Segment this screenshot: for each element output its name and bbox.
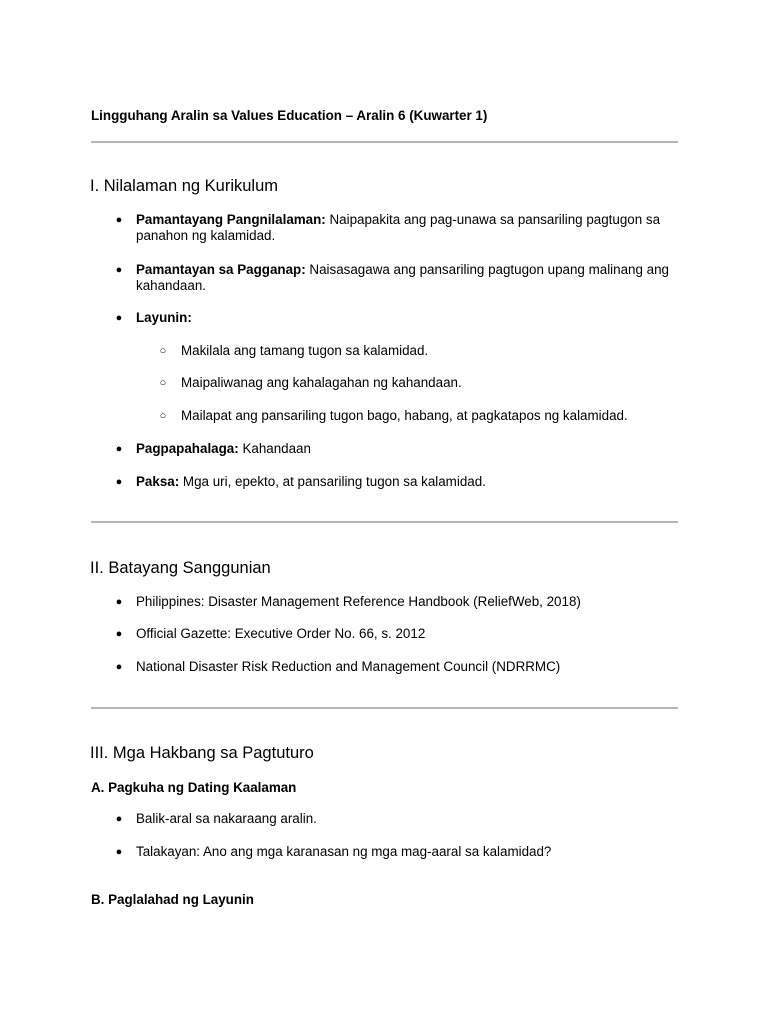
objective-text: Mailapat ang pansariling tugon bago, habang, at pagkatapos ng kalamidad. [181, 408, 628, 423]
item-label: Pamantayang Pangnilalaman: [136, 212, 326, 227]
bullet-icon: ● [115, 628, 123, 640]
item-text: Kahandaan [242, 441, 311, 456]
bullet-icon: ● [115, 813, 123, 825]
reference-text: Philippines: Disaster Management Reference Handbook (ReliefWeb, 2018) [136, 594, 581, 609]
objective-text: Makilala ang tamang tugon sa kalamidad. [181, 343, 429, 358]
section-heading-curriculum: I. Nilalaman ng Kurikulum [90, 177, 278, 195]
section-heading-references: II. Batayang Sanggunian [90, 559, 271, 577]
reference-text: Official Gazette: Executive Order No. 66, s. 2012 [136, 626, 426, 641]
document-title: Lingguhang Aralin sa Values Education – Aralin 6 (Kuwarter 1) [91, 108, 488, 123]
item-text: Naipapakita ang pag-unawa sa pansariling pagtugon sa panahon ng kalamidad. [136, 212, 661, 243]
bullet-icon: ● [115, 264, 123, 276]
bullet-icon: ● [115, 846, 123, 858]
circle-bullet-icon: ○ [159, 345, 167, 357]
bullet-icon: ● [115, 443, 123, 455]
bullet-icon: ● [115, 214, 123, 226]
item-label: Pagpapahalaga: [136, 441, 239, 456]
bullet-icon: ● [115, 596, 123, 608]
bullet-icon: ● [115, 476, 123, 488]
item-text: Mga uri, epekto, at pansariling tugon sa kalamidad. [182, 474, 486, 489]
item-label: Pamantayan sa Pagganap: [136, 262, 306, 277]
divider [91, 141, 678, 143]
step-text: Balik-aral sa nakaraang aralin. [136, 811, 317, 826]
objective-text: Maipaliwanag ang kahalagahan ng kahandaan. [181, 375, 462, 390]
subsection-heading-prior-knowledge: A. Pagkuha ng Dating Kaalaman [91, 780, 297, 795]
circle-bullet-icon: ○ [159, 410, 167, 422]
reference-text: National Disaster Risk Reduction and Management Council (NDRRMC) [136, 659, 561, 674]
item-label: Layunin: [136, 310, 192, 325]
subsection-heading-objectives: B. Paglalahad ng Layunin [91, 892, 254, 907]
divider [91, 521, 678, 523]
divider [91, 707, 678, 709]
item-label: Paksa: [136, 474, 180, 489]
step-text: Talakayan: Ano ang mga karanasan ng mga mag-aaral sa kalamidad? [136, 844, 552, 859]
bullet-icon: ● [115, 661, 123, 673]
item-text: Naisasagawa ang pansariling pagtugon upang malinang ang kahandaan. [136, 262, 670, 293]
section-heading-teaching-steps: III. Mga Hakbang sa Pagtuturo [90, 744, 314, 762]
bullet-icon: ● [115, 312, 123, 324]
circle-bullet-icon: ○ [159, 377, 167, 389]
